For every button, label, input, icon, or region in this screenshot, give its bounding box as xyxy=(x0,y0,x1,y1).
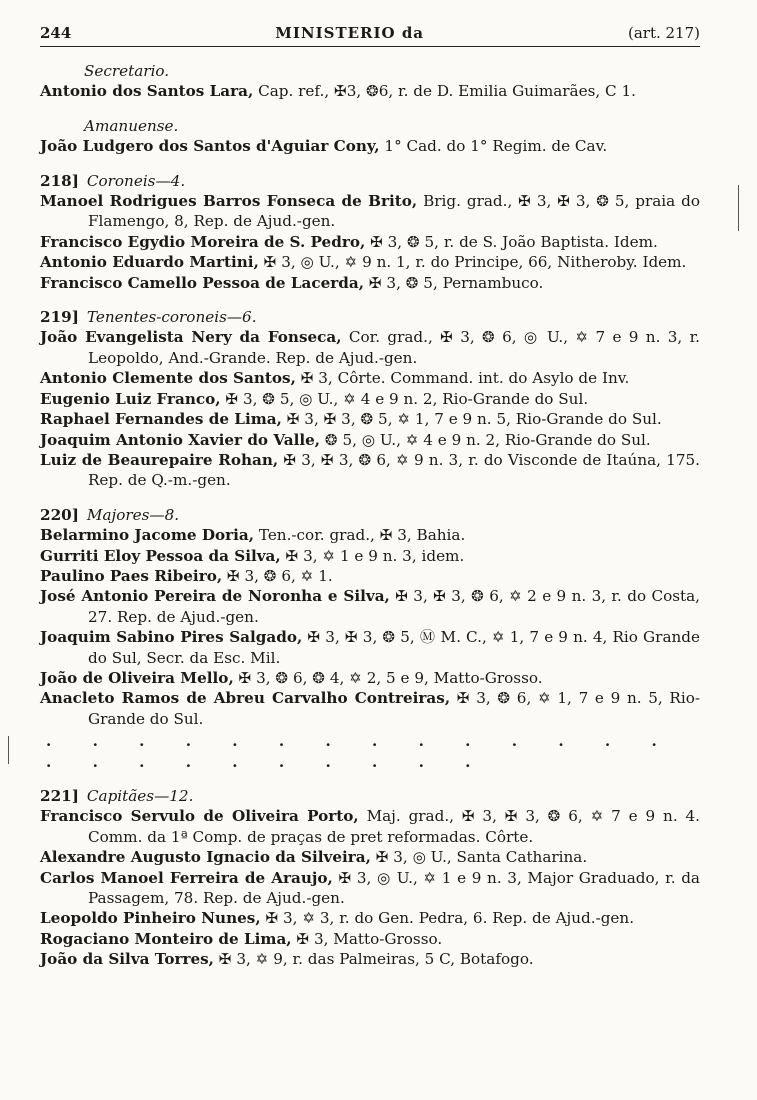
entry-details: Brig. grad., ✠ 3, ✠ 3, ❂ 5, praia do Flamengo, 8, Rep. de Ajud.-gen. xyxy=(88,192,700,231)
section-title: Majores—8. xyxy=(86,505,180,524)
section-heading-218 xyxy=(40,171,700,191)
entry-details: ✠ 3, ❂ 5, Pernambuco. xyxy=(364,273,544,292)
entry-name: Francisco Servulo de Oliveira Porto, xyxy=(40,807,359,826)
section-heading-220 xyxy=(40,505,700,525)
entry-name: José Antonio Pereira de Noronha e Silva, xyxy=(40,587,390,606)
entry-name: João Ludgero dos Santos d'Aguiar Cony, xyxy=(40,137,380,156)
entry-details: Cap. ref., ✠3, ❂6, r. de D. Emilia Guimarães, C 1. xyxy=(253,82,636,101)
section-title: Tenentes-coroneis—6. xyxy=(86,308,257,327)
section-number: 220] xyxy=(40,505,79,524)
section-heading-219 xyxy=(40,307,700,327)
entry xyxy=(40,586,700,627)
entry xyxy=(40,525,700,545)
entry-details: ✠ 3, ❂ 6, ✡ 1. xyxy=(222,566,333,585)
entry-name: Antonio dos Santos Lara, xyxy=(40,82,254,101)
entry xyxy=(40,949,700,969)
entry xyxy=(40,847,700,867)
dotted-separator: . . . . . . . . . . . . . . . . . . . . . . . . xyxy=(46,732,675,771)
entry-details: ✠ 3, Matto-Grosso. xyxy=(291,929,443,948)
entry-name: Antonio Eduardo Martini, xyxy=(40,253,259,272)
entry xyxy=(40,627,700,668)
entry xyxy=(40,327,700,368)
entry xyxy=(40,232,700,252)
entry-details: ✠ 3, ✠ 3, ❂ 6, ✡ 2 e 9 n. 3, r. do Costa, 27. Rep. de Ajud.-gen. xyxy=(88,587,700,626)
page-number: 244 xyxy=(40,24,72,42)
section-number: 218] xyxy=(40,171,79,190)
entry-name: Alexandre Augusto Ignacio da Silveira, xyxy=(40,848,371,867)
entry xyxy=(40,566,700,586)
section-heading-221 xyxy=(40,786,700,806)
entry-details: ✠ 3, ✡ 9, r. das Palmeiras, 5 C, Botafogo. xyxy=(213,950,534,969)
section-number: 219] xyxy=(40,308,79,327)
entry xyxy=(40,868,700,909)
document-page xyxy=(40,24,700,970)
page-header xyxy=(40,24,700,47)
entry-details: ✠ 3, ❂ 6, ✡ 1, 7 e 9 n. 5, Rio-Grande do Sul. xyxy=(88,689,700,728)
entry-name: Rogaciano Monteiro de Lima, xyxy=(40,929,292,948)
entry-details: ✠ 3, ❂ 6, ❂ 4, ✡ 2, 5 e 9, Matto-Grosso. xyxy=(233,668,543,687)
entry-name: Gurriti Eloy Pessoa da Silva, xyxy=(40,546,281,565)
section-title: Coroneis—4. xyxy=(86,171,186,190)
entry-name: Luiz de Beaurepaire Rohan, xyxy=(40,450,279,469)
entry xyxy=(40,273,700,293)
entry-details: ✠ 3, ✡ 3, r. do Gen. Pedra, 6. Rep. de Ajud.-gen. xyxy=(260,909,635,928)
entry-name: Francisco Egydio Moreira de S. Pedro, xyxy=(40,232,366,251)
entry-details: ✠ 3, ◎ U., Santa Catharina. xyxy=(370,848,588,867)
running-title: MINISTERIO da xyxy=(275,24,425,42)
section-title: Capitães—12. xyxy=(86,787,194,805)
entry-details: 1° Cad. do 1° Regim. de Cav. xyxy=(379,137,608,156)
entry-details: ✠ 3, ◎ U., ✡ 1 e 9 n. 3, Major Graduado, r. da Passagem, 78. Rep. de Ajud.-gen. xyxy=(88,868,700,908)
entry-name: Carlos Manoel Ferreira de Araujo, xyxy=(40,868,333,887)
entry xyxy=(40,252,700,272)
entry xyxy=(40,81,700,101)
entry-name: João de Oliveira Mello, xyxy=(40,668,234,687)
entry-name: Manoel Rodrigues Barros Fonseca de Brito, xyxy=(40,192,418,211)
subsection-heading-secretario: Secretario. xyxy=(84,62,170,80)
entry-details: ✠ 3, ◎ U., ✡ 9 n. 1, r. do Principe, 66, Nitheroby. Idem. xyxy=(258,253,687,272)
entry xyxy=(40,409,700,429)
margin-mark-left xyxy=(8,736,9,764)
entry xyxy=(40,136,700,156)
entry-details: Maj. grad., ✠ 3, ✠ 3, ❂ 6, ✡ 7 e 9 n. 4. Comm. da 1ª Comp. de praças de pret reformadas. Côrte. xyxy=(88,807,700,846)
entry-details: ✠ 3, ✠ 3, ❂ 5, Ⓜ M. C., ✡ 1, 7 e 9 n. 4, Rio Grande do Sul, Secr. da Esc. Mil. xyxy=(88,628,700,667)
entry-name: Joaquim Antonio Xavier do Valle, xyxy=(40,430,321,449)
entry-name: Francisco Camello Pessoa de Lacerda, xyxy=(40,273,365,292)
entry xyxy=(40,546,700,566)
entry-name: Eugenio Luiz Franco, xyxy=(40,389,221,408)
subsection-heading-amanuense: Amanuense. xyxy=(84,116,179,135)
entry-name: Paulino Paes Ribeiro, xyxy=(40,566,223,585)
entry-name: Antonio Clemente dos Santos, xyxy=(40,369,296,388)
entry-details: Ten.-cor. grad., ✠ 3, Bahia. xyxy=(254,526,466,545)
entry xyxy=(40,368,700,388)
entry xyxy=(40,806,700,847)
entry xyxy=(40,929,700,949)
entry xyxy=(40,389,700,409)
entry xyxy=(40,908,700,928)
margin-mark-right xyxy=(738,185,739,231)
entry-details: ✠ 3, ✠ 3, ❂ 6, ✡ 9 n. 3, r. do Visconde de Itaúna, 175. Rep. de Q.-m.-gen. xyxy=(88,450,700,490)
entry-name: Belarmino Jacome Doria, xyxy=(40,526,255,545)
section-number: 221] xyxy=(40,787,79,805)
entry-details: ✠ 3, ❂ 5, r. de S. João Baptista. Idem. xyxy=(365,232,658,251)
entry xyxy=(40,430,700,450)
entry-details: ❂ 5, ◎ U., ✡ 4 e 9 n. 2, Rio-Grande do Sul. xyxy=(320,430,651,449)
entry-name: João Evangelista Nery da Fonseca, xyxy=(40,328,342,347)
entry xyxy=(40,450,700,491)
article-ref: (art. 217) xyxy=(627,24,700,42)
entry-name: Raphael Fernandes de Lima, xyxy=(40,410,282,429)
document-body xyxy=(40,61,700,970)
entry xyxy=(40,191,700,232)
entry xyxy=(40,688,700,729)
entry-details: ✠ 3, Côrte. Command. int. do Asylo de Inv. xyxy=(295,369,630,388)
entry-name: Anacleto Ramos de Abreu Carvalho Contreiras, xyxy=(40,689,451,708)
entry-details: ✠ 3, ✡ 1 e 9 n. 3, idem. xyxy=(280,546,465,565)
entry-name: João da Silva Torres, xyxy=(40,950,214,969)
entry-details: Cor. grad., ✠ 3, ❂ 6, ◎ U., ✡ 7 e 9 n. 3, r. Leopoldo, And.-Grande. Rep. de Ajud.-gen. xyxy=(88,328,700,367)
entry-details: ✠ 3, ✠ 3, ❂ 5, ✡ 1, 7 e 9 n. 5, Rio-Grande do Sul. xyxy=(281,410,662,429)
entry-name: Joaquim Sabino Pires Salgado, xyxy=(40,628,303,647)
entry xyxy=(40,668,700,688)
entry-name: Leopoldo Pinheiro Nunes, xyxy=(40,909,261,928)
entry-details: ✠ 3, ❂ 5, ◎ U., ✡ 4 e 9 n. 2, Rio-Grande do Sul. xyxy=(220,389,589,408)
